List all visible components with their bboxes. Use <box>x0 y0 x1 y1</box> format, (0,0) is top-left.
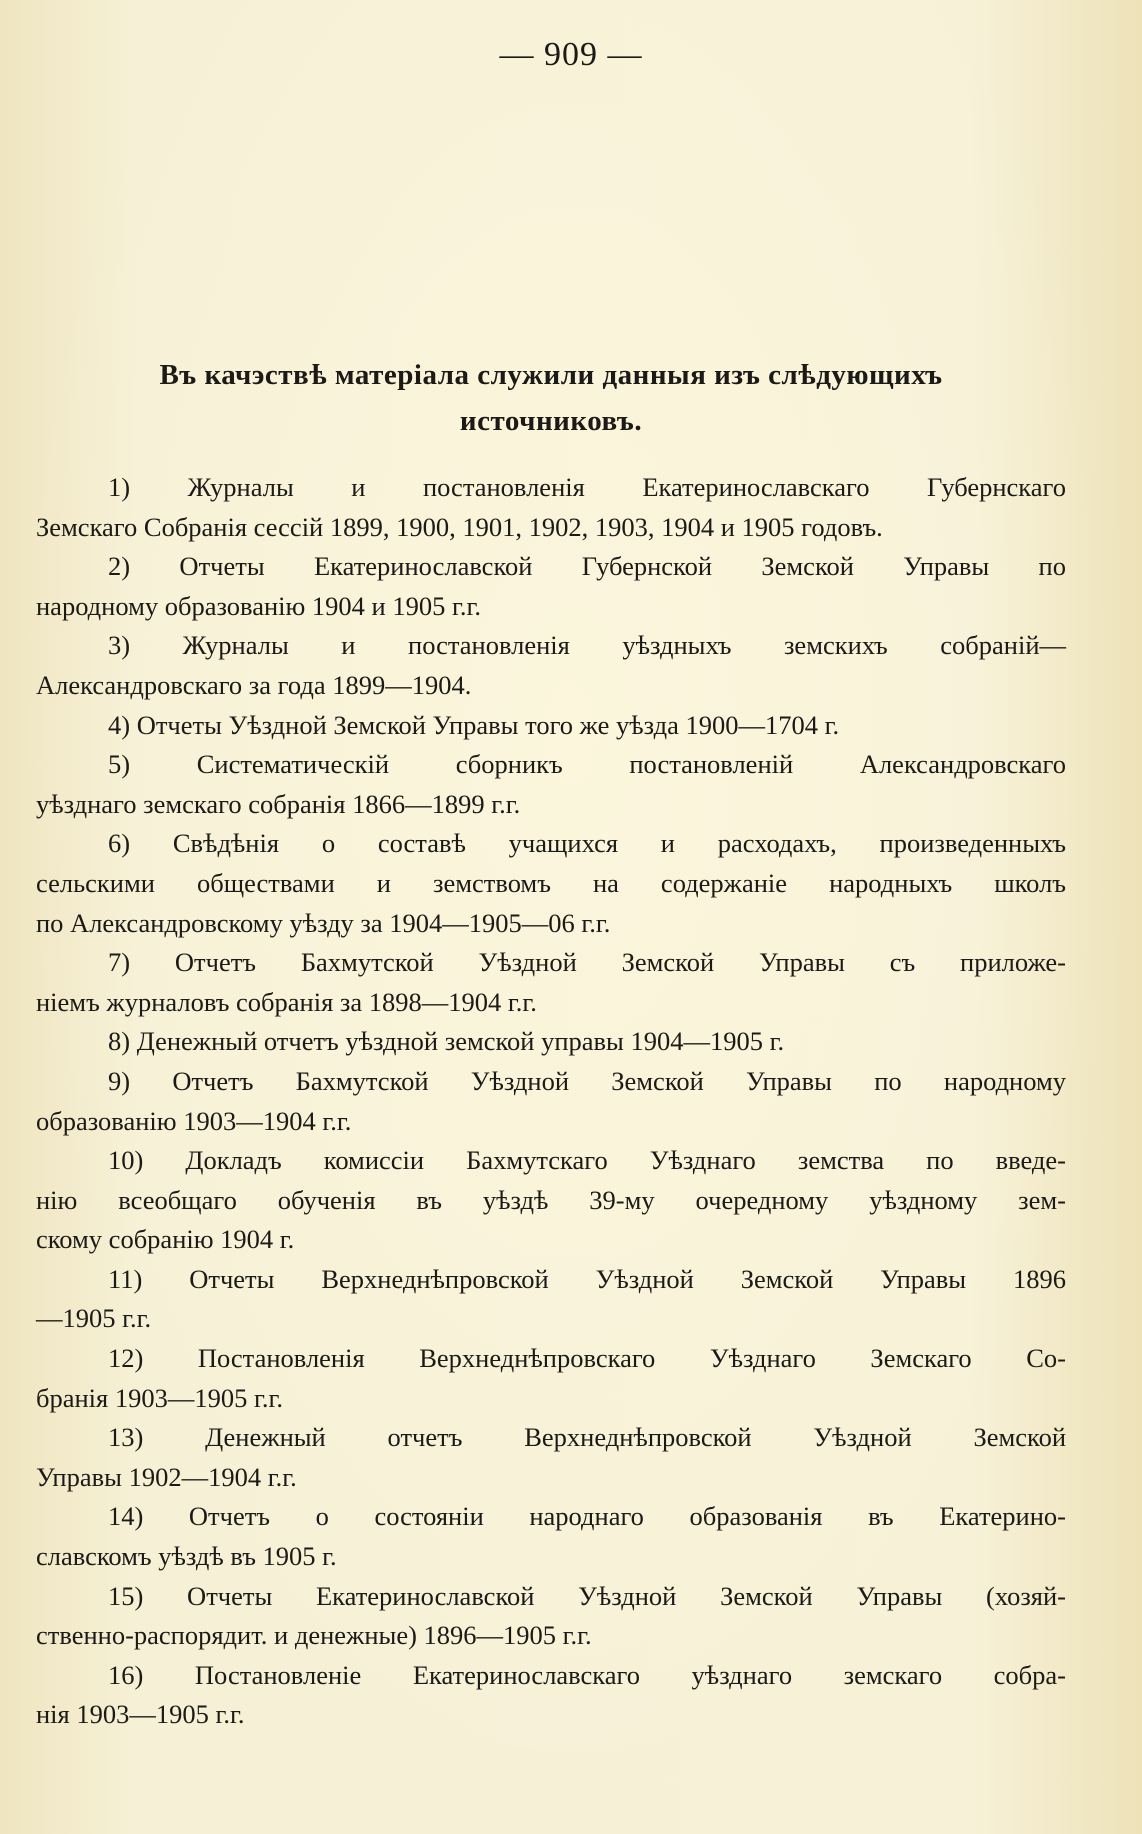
source-entry-first-line: 14) Отчетъ о состояніи народнаго образованія въ Екатерино- <box>108 1501 1066 1532</box>
source-entry <box>36 1656 1066 1735</box>
source-entry-line: —1905 г.г. <box>36 1303 152 1334</box>
source-entry-line: по Александровскому уѣзду за 1904—1905—06 г.г. <box>36 907 611 938</box>
source-entry-line: образованію 1903—1904 г.г. <box>36 1105 352 1136</box>
heading-line-1: Въ качэствѣ матеріала служили данныя изъ слѣдующихъ <box>159 359 943 391</box>
source-entry <box>36 706 1066 746</box>
source-entry <box>36 824 1066 943</box>
source-entry <box>36 1577 1066 1656</box>
source-entry-line: Александровскаго за года 1899—1904. <box>36 669 472 700</box>
page-number: — 909 — <box>499 36 643 73</box>
source-entry-first-line: 2) Отчеты Екатеринославской Губернской Земской Управы по <box>108 551 1066 582</box>
source-entry-first-line: 7) Отчетъ Бахмутской Уѣздной Земской Управы съ приложе- <box>108 947 1066 978</box>
source-entry <box>36 1339 1066 1418</box>
source-entry-line: скому собранію 1904 г. <box>36 1224 295 1255</box>
source-entry-first-line: 4) Отчеты Уѣздной Земской Управы того же уѣзда 1900—1704 г. <box>108 709 840 740</box>
source-entry <box>36 745 1066 824</box>
source-entry-line: народному образованію 1904 и 1905 г.г. <box>36 590 482 621</box>
source-entry-first-line: 8) Денежный отчетъ уѣздной земской управы 1904—1905 г. <box>108 1026 785 1057</box>
source-entry-first-line: 9) Отчетъ Бахмутской Уѣздной Земской Управы по народному <box>108 1065 1066 1096</box>
source-entry-line: ственно-распорядит. и денежные) 1896—1905 г.г. <box>36 1620 592 1651</box>
heading-line-2: источниковъ. <box>459 405 643 437</box>
source-entry-first-line: 5) Систематическій сборникъ постановленій Александровскаго <box>108 749 1066 780</box>
source-entry-first-line: 15) Отчеты Екатеринославской Уѣздной Земской Управы (хозяй- <box>108 1580 1066 1611</box>
section-heading <box>36 352 1066 444</box>
source-entry <box>36 1141 1066 1260</box>
source-entry-first-line: 13) Денежный отчетъ Верхнеднѣпровской Уѣздной Земской <box>108 1422 1066 1453</box>
source-entry-line: сельскими обществами и земствомъ на содержаніе народныхъ школъ <box>36 867 1066 898</box>
source-entry <box>36 626 1066 705</box>
source-entry-first-line: 11) Отчеты Верхнеднѣпровской Уѣздной Земской Управы 1896 <box>108 1263 1066 1294</box>
source-entry-line: бранія 1903—1905 г.г. <box>36 1382 283 1413</box>
source-entry <box>36 1260 1066 1339</box>
source-entry <box>36 1062 1066 1141</box>
source-entry <box>36 943 1066 1022</box>
source-entry-first-line: 16) Постановленіе Екатеринославскаго уѣзднаго земскаго собра- <box>108 1659 1066 1690</box>
source-entry-first-line: 10) Докладъ комиссіи Бахмутскаго Уѣзднаго земства по введе- <box>108 1145 1066 1176</box>
source-entry-first-line: 3) Журналы и постановленія уѣздныхъ земскихъ собраній— <box>108 630 1066 661</box>
source-entry-first-line: 6) Свѣдѣнія о составѣ учащихся и расходахъ, произведенныхъ <box>108 828 1066 859</box>
source-entry-line: славскомъ уѣздѣ въ 1905 г. <box>36 1541 337 1572</box>
source-entry <box>36 547 1066 626</box>
source-entry-line: ніемъ журналовъ собранія за 1898—1904 г.г. <box>36 986 537 1017</box>
source-entry-line: нію всеобщаго обученія въ уѣздѣ 39-му очередному уѣздному зем- <box>36 1184 1066 1215</box>
sources-list <box>36 468 1066 1735</box>
source-entry <box>36 1497 1066 1576</box>
source-entry-line: Земскаго Собранія сессій 1899, 1900, 1901, 1902, 1903, 1904 и 1905 годовъ. <box>36 511 883 542</box>
source-entry <box>36 1022 1066 1062</box>
source-entry-first-line: 1) Журналы и постановленія Екатеринославскаго Губернскаго <box>108 472 1066 502</box>
source-entry <box>36 468 1066 547</box>
source-entry-first-line: 12) Постановленія Верхнеднѣпровскаго Уѣзднаго Земскаго Со- <box>108 1343 1066 1374</box>
source-entry <box>36 1418 1066 1497</box>
source-entry-line: Управы 1902—1904 г.г. <box>36 1461 297 1492</box>
source-entry-line: нія 1903—1905 г.г. <box>36 1699 245 1730</box>
source-entry-line: уѣзднаго земскаго собранія 1866—1899 г.г. <box>36 788 521 819</box>
